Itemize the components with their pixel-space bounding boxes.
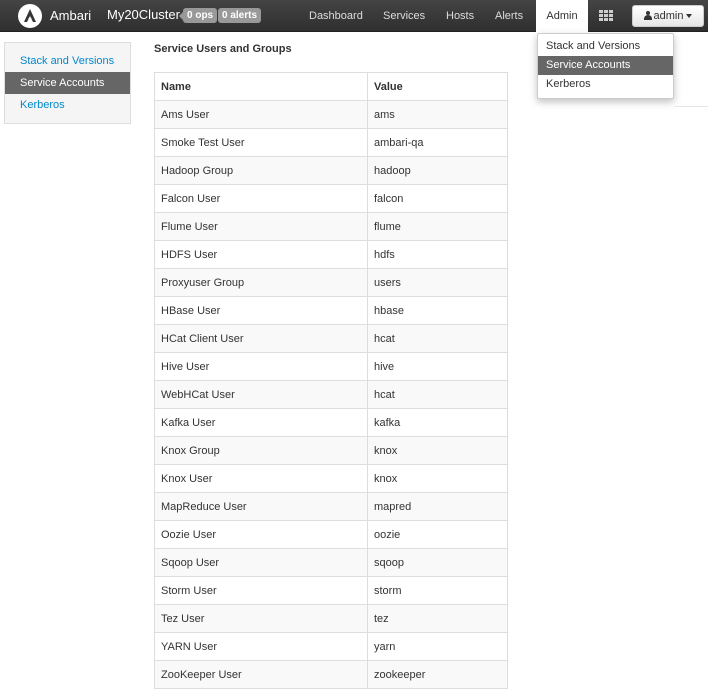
account-name-cell: Knox Group bbox=[155, 437, 368, 465]
nav-services[interactable]: Services bbox=[383, 10, 426, 22]
user-icon bbox=[644, 11, 652, 20]
ambari-logo-icon[interactable] bbox=[18, 4, 42, 28]
table-row bbox=[155, 549, 508, 577]
account-value-cell: zookeeper bbox=[368, 661, 508, 689]
account-value-cell: yarn bbox=[368, 633, 508, 661]
table-row bbox=[155, 325, 508, 353]
account-value-cell: oozie bbox=[368, 521, 508, 549]
sidebar-item-kerberos[interactable]: Kerberos bbox=[20, 99, 65, 111]
account-value-cell: storm bbox=[368, 577, 508, 605]
table-row bbox=[155, 521, 508, 549]
account-value-cell: knox bbox=[368, 465, 508, 493]
ops-badge[interactable]: 0 ops bbox=[183, 8, 217, 23]
account-name-cell: ZooKeeper User bbox=[155, 661, 368, 689]
table-row bbox=[155, 241, 508, 269]
table-row bbox=[155, 157, 508, 185]
account-name-cell: Kafka User bbox=[155, 409, 368, 437]
account-value-cell: tez bbox=[368, 605, 508, 633]
admin-sidebar bbox=[4, 42, 131, 124]
table-row bbox=[155, 129, 508, 157]
account-name-cell: Storm User bbox=[155, 577, 368, 605]
table-row bbox=[155, 465, 508, 493]
table-row bbox=[155, 633, 508, 661]
chevron-down-icon bbox=[686, 14, 692, 18]
table-row bbox=[155, 269, 508, 297]
account-name-cell: HDFS User bbox=[155, 241, 368, 269]
account-value-cell: mapred bbox=[368, 493, 508, 521]
page-title: Service Users and Groups bbox=[154, 43, 292, 55]
account-value-cell: sqoop bbox=[368, 549, 508, 577]
alerts-badge[interactable]: 0 alerts bbox=[218, 8, 261, 23]
account-name-cell: Flume User bbox=[155, 213, 368, 241]
nav-dashboard[interactable]: Dashboard bbox=[309, 10, 363, 22]
table-row bbox=[155, 381, 508, 409]
table-header-row bbox=[155, 73, 508, 101]
menu-item-stack-and-versions[interactable]: Stack and Versions bbox=[546, 40, 641, 52]
account-value-cell: users bbox=[368, 269, 508, 297]
account-name-cell: MapReduce User bbox=[155, 493, 368, 521]
service-accounts-table bbox=[154, 72, 508, 689]
table-row bbox=[155, 577, 508, 605]
table-row bbox=[155, 661, 508, 689]
nav-hosts[interactable]: Hosts bbox=[446, 10, 475, 22]
account-value-cell: falcon bbox=[368, 185, 508, 213]
account-name-cell: HCat Client User bbox=[155, 325, 368, 353]
table-row bbox=[155, 493, 508, 521]
divider bbox=[675, 106, 708, 107]
top-navbar bbox=[0, 0, 708, 32]
table-row bbox=[155, 185, 508, 213]
table-row bbox=[155, 437, 508, 465]
account-value-cell: hive bbox=[368, 353, 508, 381]
views-grid-icon[interactable] bbox=[599, 10, 613, 22]
sidebar-item-stack-and-versions[interactable]: Stack and Versions bbox=[20, 55, 115, 67]
admin-dropdown-menu bbox=[537, 33, 674, 99]
table-row bbox=[155, 213, 508, 241]
nav-admin-tab[interactable]: Admin bbox=[536, 0, 588, 32]
user-menu-label: admin bbox=[653, 10, 684, 22]
nav-alerts[interactable]: Alerts bbox=[495, 10, 524, 22]
account-name-cell: Smoke Test User bbox=[155, 129, 368, 157]
account-value-cell: ambari-qa bbox=[368, 129, 508, 157]
account-value-cell: hbase bbox=[368, 297, 508, 325]
account-name-cell: Tez User bbox=[155, 605, 368, 633]
account-name-cell: Knox User bbox=[155, 465, 368, 493]
table-row bbox=[155, 297, 508, 325]
menu-item-service-accounts[interactable]: Service Accounts bbox=[538, 56, 673, 75]
account-value-cell: kafka bbox=[368, 409, 508, 437]
account-name-cell: WebHCat User bbox=[155, 381, 368, 409]
account-value-cell: flume bbox=[368, 213, 508, 241]
account-name-cell: Hive User bbox=[155, 353, 368, 381]
account-name-cell: Hadoop Group bbox=[155, 157, 368, 185]
account-name-cell: YARN User bbox=[155, 633, 368, 661]
column-header-name: Name bbox=[155, 73, 368, 101]
account-value-cell: hdfs bbox=[368, 241, 508, 269]
account-name-cell: Sqoop User bbox=[155, 549, 368, 577]
column-header-value: Value bbox=[368, 73, 508, 101]
table-row bbox=[155, 605, 508, 633]
account-name-cell: HBase User bbox=[155, 297, 368, 325]
brand-name[interactable]: Ambari bbox=[50, 8, 92, 23]
account-value-cell: hcat bbox=[368, 381, 508, 409]
table-row bbox=[155, 353, 508, 381]
account-value-cell: hcat bbox=[368, 325, 508, 353]
user-menu-button[interactable] bbox=[632, 5, 704, 27]
account-value-cell: ams bbox=[368, 101, 508, 129]
account-name-cell: Ams User bbox=[155, 101, 368, 129]
account-name-cell: Oozie User bbox=[155, 521, 368, 549]
sidebar-item-service-accounts[interactable]: Service Accounts bbox=[5, 72, 130, 94]
account-value-cell: hadoop bbox=[368, 157, 508, 185]
table-row bbox=[155, 409, 508, 437]
account-name-cell: Falcon User bbox=[155, 185, 368, 213]
cluster-name[interactable]: My20Cluster bbox=[107, 7, 180, 22]
menu-item-kerberos[interactable]: Kerberos bbox=[546, 78, 591, 90]
account-name-cell: Proxyuser Group bbox=[155, 269, 368, 297]
account-value-cell: knox bbox=[368, 437, 508, 465]
table-row bbox=[155, 101, 508, 129]
